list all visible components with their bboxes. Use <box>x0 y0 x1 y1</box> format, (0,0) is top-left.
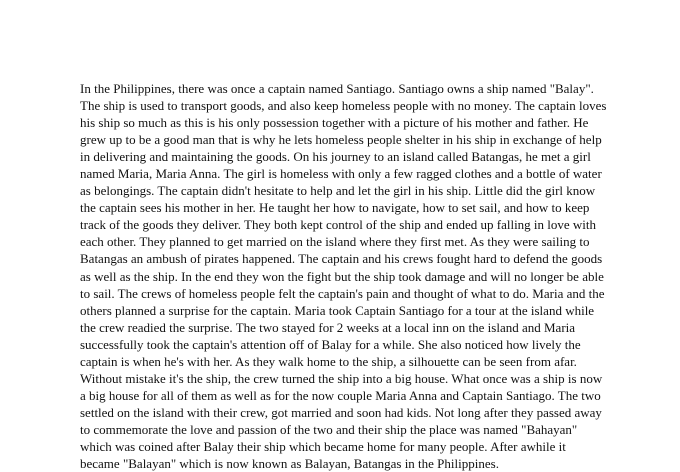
text-line: as well as the ship. In the end they won the fight but the ship took damage and will no longer be able <box>80 268 604 284</box>
text-line: the crew readied the surprise. The two stayed for 2 weeks at a local inn on the island and Maria <box>80 319 576 335</box>
text-line: track of the goods they deliver. They both kept control of the ship and ended up falling in love with <box>80 217 597 233</box>
text-line: successfully took the captain's attention off of Balay for a while. She also noticed how lively the <box>80 336 581 352</box>
text-line: the captain sees his mother in her. He taught her how to navigate, how to set sail, and how to keep <box>80 200 590 216</box>
text-line: captain is when he's with her. As they walk home to the ship, a silhouette can be seen from afar. <box>80 353 577 369</box>
text-line: In the Philippines, there was once a captain named Santiago. Santiago owns a ship named "Balay". <box>80 81 594 96</box>
text-line: Batangas an ambush of pirates happened. The captain and his crews fought hard to defend the goods <box>80 251 603 267</box>
text-line: to commemorate the love and passion of the two and their ship the place was named "Bahayan" <box>80 421 578 437</box>
text-line: named Maria, Maria Anna. The girl is homeless with only a few ragged clothes and a bottle of water <box>80 166 602 182</box>
story-paragraph <box>80 80 605 472</box>
text-line: others planned a surprise for the captain. Maria took Captain Santiago for a tour at the island while <box>80 302 595 318</box>
text-line: each other. They planned to get married on the island where they first met. As they were sailing to <box>80 234 590 250</box>
text-line: to sail. The crews of homeless people felt the captain's pain and thought of what to do. Maria and the <box>80 285 605 301</box>
text-line: his ship so much as this is his only possession together with a picture of his mother and father. He <box>80 115 589 131</box>
text-line: which was coined after Balay their ship which became home for many people. After awhile it <box>80 438 566 454</box>
text-line: settled on the island with their crew, got married and soon had kids. Not long after they passed away <box>80 404 602 420</box>
text-line: The ship is used to transport goods, and also keep homeless people with no money. The captain loves <box>80 98 607 114</box>
text-line: as belongings. The captain didn't hesitate to help and let the girl in his ship. Little did the girl know <box>80 183 596 199</box>
text-line: became "Balayan" which is now known as Balayan, Batangas in the Philippines. <box>80 456 499 472</box>
text-line: in delivering and maintaining the goods. On his journey to an island called Batangas, he met a girl <box>80 149 591 165</box>
text-line: Without mistake it's the ship, the crew turned the ship into a big house. What once was a ship is now <box>80 370 603 386</box>
text-line: grew up to be a good man that is why he lets homeless people shelter in his ship in exchange of help <box>80 132 602 148</box>
text-line: a big house for all of them as well as for the now couple Maria Anna and Captain Santiago. The two <box>80 387 601 403</box>
